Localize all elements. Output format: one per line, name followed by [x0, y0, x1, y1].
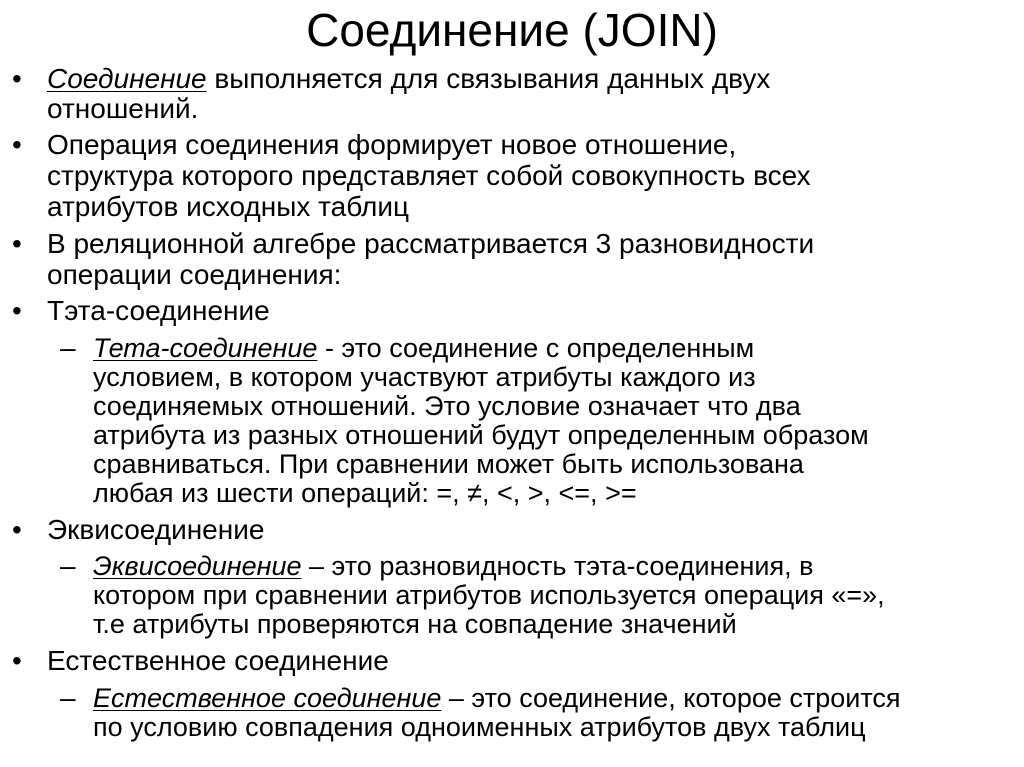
item-4-sub-line-5: сравниваться. При сравнении может быть использована [93, 449, 804, 479]
item-5-sub-line-2: котором при сравнении атрибутов используется операция «=», [93, 580, 885, 610]
item-1-line-2: отношений. [47, 93, 199, 124]
bullet-marker: • [12, 645, 22, 676]
bullet-marker: • [12, 295, 22, 326]
item-4-sub-line-1 [93, 333, 754, 363]
item-5-heading: Эквисоединение [47, 514, 265, 545]
item-2-line-1: Операция соединения формирует новое отношение, [47, 129, 737, 160]
term-theta-join: Тета-соединение [93, 333, 318, 363]
item-3-line-1: В реляционной алгебре рассматривается 3 разновидности [47, 228, 815, 259]
dash-marker: – [60, 332, 76, 363]
dash-marker: – [60, 550, 76, 581]
item-1-line-1 [47, 64, 770, 94]
term-natural-join: Естественное соединение [93, 683, 442, 713]
dash-marker: – [60, 682, 76, 713]
term-join: Соединение [47, 63, 207, 94]
item-4-sub-line-6: любая из шести операций: =, ≠, <, >, <=, >= [93, 478, 637, 508]
item-2-line-3: атрибутов исходных таблиц [47, 191, 410, 222]
item-2-line-2: структура которого представляет собой совокупность всех [47, 160, 811, 191]
item-4-sub-line-2: условием, в котором участвуют атрибуты каждого из [93, 362, 756, 392]
item-3-line-2: операции соединения: [47, 259, 342, 290]
item-4-heading: Тэта-соединение [47, 295, 270, 326]
item-5-sub-text: – это разновидность тэта-соединения, в [301, 551, 814, 581]
item-4-sub-line-3: соединяемых отношений. Это условие означает что два [93, 391, 801, 421]
bullet-marker: • [12, 129, 22, 160]
bullet-marker: • [12, 63, 22, 94]
item-5-sub-line-3: т.е атрибуты проверяются на совпадение значений [93, 609, 737, 639]
item-6-sub-text: – это соединение, которое строится [441, 683, 901, 713]
item-4-sub-line-4: атрибута из разных отношений будут определенным образом [93, 420, 869, 450]
bullet-marker: • [12, 514, 22, 545]
item-6-heading: Естественное соединение [47, 645, 389, 676]
item-1-text: выполняется для связывания данных двух [206, 63, 771, 94]
item-5-sub-line-1 [93, 551, 813, 581]
item-6-sub-line-1 [93, 683, 901, 713]
term-equi-join: Эквисоединение [93, 551, 302, 581]
item-4-sub-text: - это соединение с определенным [317, 333, 755, 363]
bullet-marker: • [12, 228, 22, 259]
item-6-sub-line-2: по условию совпадения одноименных атрибутов двух таблиц [93, 712, 866, 742]
slide-title: Соединение (JOIN) [306, 4, 718, 56]
